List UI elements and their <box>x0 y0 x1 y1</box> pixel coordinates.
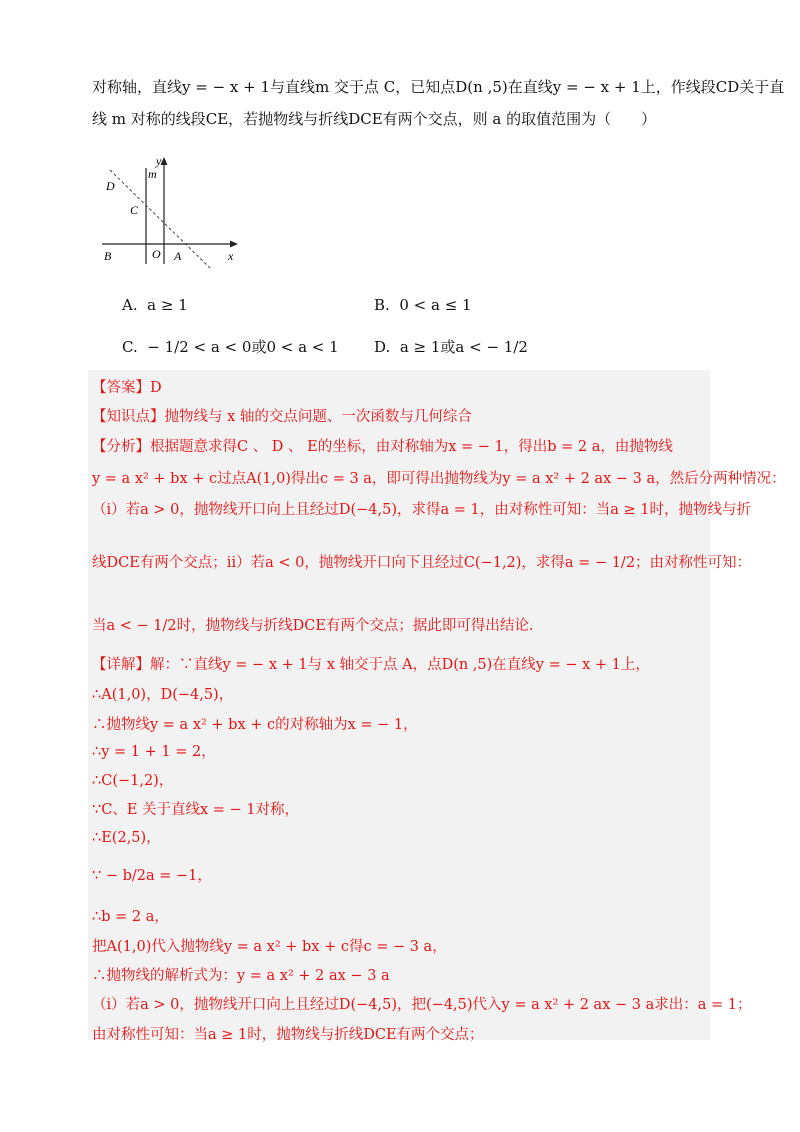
detail-line-13: 由对称性可知：当a ≥ 1时，抛物线与折线DCE有两个交点； <box>92 1027 484 1043</box>
label-x: x <box>228 249 234 263</box>
option-a: A. a ≥ 1 <box>122 296 188 314</box>
label-y: y <box>156 154 162 168</box>
analysis-line-3: （i）若a > 0，抛物线开口向上且经过D(−4,5)，求得a = 1，由对称性可知：当a ≥ 1时，抛物线与折 <box>92 502 751 518</box>
detail-line-10: 把A(1,0)代入抛物线y = a x² + bx + c得c = − 3 a， <box>92 939 447 955</box>
label-B: B <box>104 249 112 263</box>
label-O: O <box>152 247 161 261</box>
question-line-1: 对称轴，直线y = − x + 1与直线m 交于点 C，已知点D(n ,5)在直线y = − x + 1上，作线段CD关于直 <box>92 78 785 96</box>
label-m: m <box>148 167 157 181</box>
detail-line-12: （i）若a > 0，抛物线开口向上且经过D(−4,5)，把(−4,5)代入y = a x² + 2 ax − 3 a求出：a = 1； <box>92 997 752 1013</box>
label-D: D <box>106 179 115 193</box>
analysis-line-4: 线DCE有两个交点；ii）若a < 0，抛物线开口向下且经过C(−1,2)，求得a = − 1/2；由对称性可知： <box>92 555 752 571</box>
option-c: C. − 1/2 < a < 0或0 < a < 1 <box>122 338 339 356</box>
detail-line-11: ∴抛物线的解析式为：y = a x² + 2 ax − 3 a <box>92 968 390 984</box>
answer-line: 【答案】D <box>92 380 162 396</box>
x-axis-arrow <box>230 241 238 248</box>
analysis-line-1: 【分析】根据题意求得C 、 D 、 E的坐标，由对称轴为x = − 1，得出b = 2 a，由抛物线 <box>92 439 673 455</box>
option-b: B. 0 < a ≤ 1 <box>374 296 472 314</box>
detail-line-3: ∴抛物线y = a x² + bx + c的对称轴为x = − 1， <box>92 717 418 733</box>
detail-line-5: ∴C(−1,2)， <box>92 773 174 789</box>
analysis-line-2: y = a x² + bx + c过点A(1,0)得出c = 3 a，即可得出抛物线为y = a x² + 2 ax − 3 a，然后分两种情况： <box>92 471 786 487</box>
detail-line-2: ∴A(1,0)，D(−4,5)， <box>92 687 234 703</box>
geometry-figure <box>96 152 246 274</box>
option-d: D. a ≥ 1或a < − 1/2 <box>374 338 528 356</box>
detail-line-8: ∵ − b/2a = −1， <box>92 868 212 884</box>
detail-line-1: 【详解】解：∵直线y = − x + 1与 x 轴交于点 A，点D(n ,5)在直线y = − x + 1上， <box>92 657 650 673</box>
label-C: C <box>130 203 139 217</box>
detail-line-6: ∵C、E 关于直线x = − 1对称， <box>92 802 300 818</box>
y-axis-arrow <box>161 157 168 165</box>
label-A: A <box>174 249 182 263</box>
detail-line-4: ∴y = 1 + 1 = 2， <box>92 744 216 760</box>
detail-line-7: ∴E(2,5)， <box>92 830 161 846</box>
detail-line-9: ∴b = 2 a， <box>92 909 169 925</box>
knowledge-line: 【知识点】抛物线与 x 轴的交点问题、一次函数与几何综合 <box>92 409 472 425</box>
question-line-2: 线 m 对称的线段CE，若抛物线与折线DCE有两个交点，则 a 的取值范围为（ ） <box>92 110 657 128</box>
analysis-line-5: 当a < − 1/2时，抛物线与折线DCE有两个交点；据此即可得出结论. <box>92 618 534 634</box>
